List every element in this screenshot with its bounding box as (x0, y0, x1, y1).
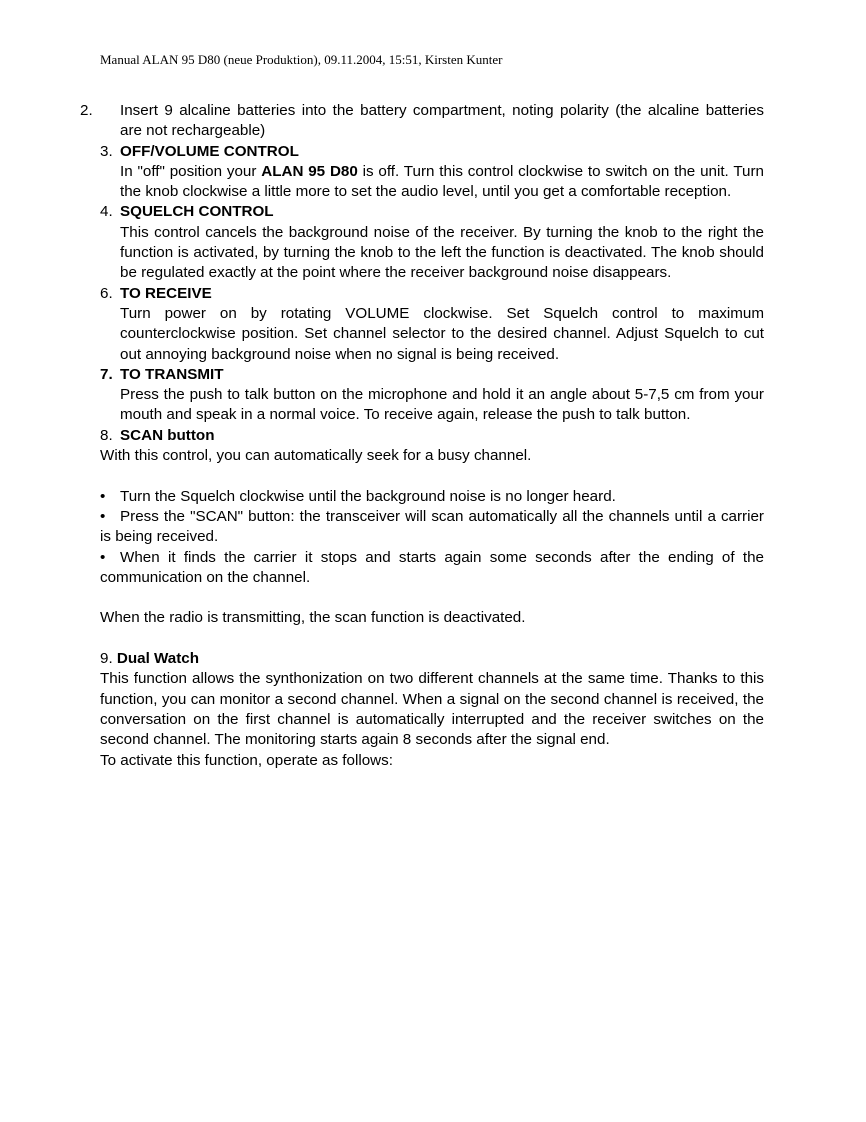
item-title: OFF/VOLUME CONTROL (120, 142, 299, 160)
model-name: ALAN 95 D80 (261, 162, 358, 180)
item-text: Press the push to talk button on the microphone and hold it an angle about 5-7,5 cm from your mouth and speak in a normal voice. To receive again, release the push to talk button. (120, 386, 764, 424)
item-number: 4. (100, 203, 113, 221)
item-text-part: is off. Turn this control clockwise to switch on the unit. Turn the knob clockwise a little more to set the audio level, until you get a comfortable reception. (120, 162, 764, 201)
item-number: 8. (100, 426, 113, 444)
item-intro: With this control, you can automatically seek for a busy channel. (100, 447, 532, 465)
item-7 (100, 365, 764, 426)
item-activate-text: To activate this function, operate as follows: (100, 751, 393, 769)
item-4 (100, 202, 764, 283)
item-title: TO TRANSMIT (120, 365, 224, 383)
bullet-item (100, 507, 764, 548)
item-number: 7. (100, 365, 113, 383)
item-title: SQUELCH CONTROL (120, 203, 274, 221)
item-number: 6. (100, 284, 113, 302)
item-text-part: In "off" position your (120, 162, 262, 180)
item-6 (100, 284, 764, 365)
item-text: This control cancels the background noise of the receiver. By turning the knob to the right the function is activated, by turning the knob to the left the function is deactivated. The knob should be regulated exactly at the point where the receiver background noise disappears. (120, 223, 764, 282)
item-9 (100, 649, 764, 771)
item-2 (80, 101, 764, 142)
item-number: 2. (80, 102, 93, 119)
item-number: 3. (100, 142, 113, 160)
page-header: Manual ALAN 95 D80 (neue Produktion), 09.11.2004, 15:51, Kirsten Kunter (100, 52, 503, 67)
item-text: Insert 9 alcaline batteries into the battery compartment, noting polarity (the alcaline batteries are not rechargeable) (120, 102, 764, 140)
item-text: This function allows the synthonization on two different channels at the same time. Thanks to this function, you can monitor a second channel. When a signal on the second channel is received, the conversation on the first channel is automatically interrupted and the receiver switches on the second channel. The monitoring starts again 8 seconds after the signal end. (100, 670, 764, 749)
manual-body (80, 101, 764, 771)
item-8 (100, 426, 764, 649)
item-title: SCAN button (120, 426, 215, 444)
bullet-text: When it finds the carrier it stops and starts again some seconds after the ending of the communication on the channel. (100, 548, 764, 586)
bullet-item (100, 487, 764, 507)
bullet-icon: • (100, 507, 106, 525)
bullet-icon: • (100, 548, 106, 566)
bullet-icon: • (100, 487, 106, 505)
item-title: Dual Watch (116, 650, 200, 668)
item-number: 9. (100, 650, 113, 668)
item-title: TO RECEIVE (120, 284, 212, 302)
bullet-text: Press the "SCAN" button: the transceiver will scan automatically all the channels until a carrier is being received. (100, 507, 764, 546)
bullet-item (100, 548, 764, 589)
item-text (100, 162, 764, 203)
scan-note: When the radio is transmitting, the scan function is deactivated. (100, 609, 526, 627)
item-3 (100, 142, 764, 203)
item-text: Turn power on by rotating VOLUME clockwise. Set Squelch control to maximum counterclockwise position. Set channel selector to the desired channel. Adjust Squelch to cut out annoying background noise when no signal is being received. (120, 304, 764, 363)
bullet-text: Turn the Squelch clockwise until the background noise is no longer heard. (120, 487, 616, 505)
